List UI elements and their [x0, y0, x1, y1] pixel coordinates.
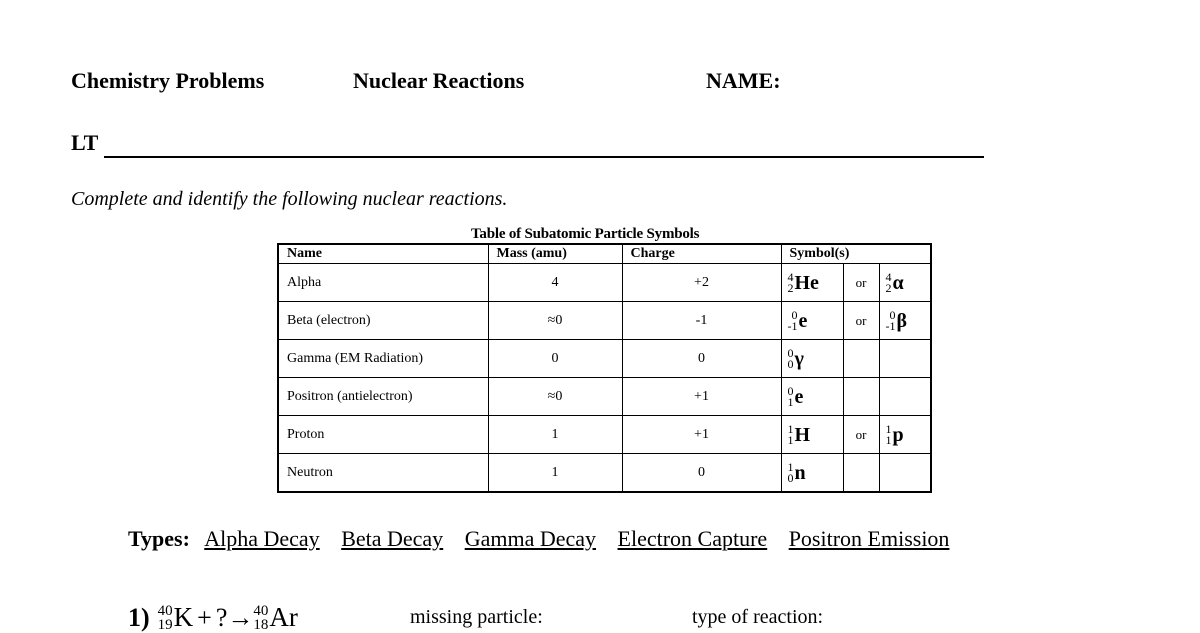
unknown-particle: ?: [215, 602, 228, 632]
particle-charge: 0: [622, 340, 781, 378]
particle-charge: +1: [622, 416, 781, 454]
instructions: Complete and identify the following nuclear reactions.: [71, 188, 508, 210]
empty-cell: [879, 454, 931, 493]
unit-title: Nuclear Reactions: [353, 68, 525, 93]
symbol-letter: β: [896, 309, 908, 332]
reaction-arrow: →: [227, 602, 254, 632]
reaction-type-label: type of reaction:: [692, 606, 824, 628]
particle-name: Neutron: [278, 454, 488, 493]
empty-cell: [879, 340, 931, 378]
name-label: NAME:: [706, 68, 781, 93]
type-beta-decay: Beta Decay: [341, 526, 444, 551]
particle-mass: ≈0: [488, 378, 622, 416]
particle-mass: 1: [488, 454, 622, 493]
table-header-row: [278, 244, 931, 264]
particle-charge: +2: [622, 264, 781, 302]
table-row: [278, 416, 931, 454]
or-cell: or: [843, 264, 879, 302]
symbol-mass-number: 1: [787, 422, 794, 437]
symbol-atomic-number: 1: [787, 395, 794, 410]
particle-mass: 1: [488, 416, 622, 454]
course-title: Chemistry Problems: [71, 68, 265, 93]
type-alpha-decay: Alpha Decay: [204, 526, 320, 551]
lt-blank-line[interactable]: [104, 156, 984, 158]
symbol-mass-number: 0: [787, 384, 794, 399]
column-header-symbols: Symbol(s): [781, 244, 931, 264]
symbol-mass-number: 1: [885, 422, 892, 437]
alt-symbol-cell: [879, 264, 931, 302]
particle-table: [277, 243, 932, 493]
symbol-mass-number: 0: [889, 308, 896, 323]
table-row: [278, 454, 931, 493]
empty-cell: [843, 340, 879, 378]
symbol-cell: [781, 454, 843, 493]
symbol-letter: e: [794, 385, 804, 408]
particle-name: Gamma (EM Radiation): [278, 340, 488, 378]
symbol-letter: γ: [794, 347, 804, 370]
particle-symbol: [788, 386, 804, 409]
empty-cell: [843, 378, 879, 416]
table-row: [278, 378, 931, 416]
symbol-letter: He: [794, 271, 819, 294]
particle-symbol: [886, 272, 904, 295]
alt-symbol-cell: [879, 416, 931, 454]
particle-symbol: [788, 310, 808, 333]
particle-mass: 4: [488, 264, 622, 302]
symbol-cell: [781, 264, 843, 302]
particle-charge: 0: [622, 454, 781, 493]
symbol-atomic-number: -1: [787, 319, 798, 334]
symbol-mass-number: 4: [885, 270, 892, 285]
symbol-letter: n: [794, 461, 806, 484]
types-label: Types:: [128, 526, 190, 551]
particle-symbol: [886, 424, 904, 447]
product-mass: 40: [253, 602, 269, 619]
question-number: 1): [128, 602, 150, 632]
symbol-atomic-number: 0: [787, 471, 794, 486]
particle-symbol: [788, 272, 819, 295]
product-atomic: 18: [253, 616, 269, 633]
reactant-nuclide: [158, 602, 194, 633]
particle-name: Positron (antielectron): [278, 378, 488, 416]
reactant-symbol: K: [173, 602, 194, 632]
symbol-atomic-number: 2: [885, 281, 892, 296]
or-cell: or: [843, 302, 879, 340]
column-header-charge: Charge: [622, 244, 781, 264]
column-header-name: Name: [278, 244, 488, 264]
particle-symbol: [788, 424, 811, 447]
particle-mass: 0: [488, 340, 622, 378]
symbol-cell: [781, 378, 843, 416]
symbol-letter: e: [798, 309, 808, 332]
empty-cell: [843, 454, 879, 493]
symbol-mass-number: 4: [787, 270, 794, 285]
particle-name: Proton: [278, 416, 488, 454]
alt-symbol-cell: [879, 302, 931, 340]
symbol-letter: H: [794, 423, 811, 446]
symbol-cell: [781, 340, 843, 378]
table-caption: Table of Subatomic Particle Symbols: [471, 226, 700, 242]
symbol-mass-number: 0: [791, 308, 798, 323]
question-1: [128, 602, 298, 633]
table-row: [278, 264, 931, 302]
missing-particle-label: missing particle:: [410, 606, 543, 628]
symbol-cell: [781, 302, 843, 340]
type-positron-emission: Positron Emission: [788, 526, 950, 551]
symbol-atomic-number: 1: [787, 433, 794, 448]
lt-label: LT: [71, 130, 99, 155]
particle-name: Alpha: [278, 264, 488, 302]
particle-symbol: [788, 462, 806, 485]
symbol-atomic-number: 1: [885, 433, 892, 448]
product-nuclide: [253, 602, 298, 633]
symbol-letter: α: [892, 271, 904, 294]
particle-charge: +1: [622, 378, 781, 416]
particle-symbol: [788, 348, 804, 371]
symbol-atomic-number: 2: [787, 281, 794, 296]
symbol-atomic-number: 0: [787, 357, 794, 372]
symbol-cell: [781, 416, 843, 454]
table-row: [278, 302, 931, 340]
plus-sign: +: [197, 602, 212, 632]
symbol-atomic-number: -1: [885, 319, 896, 334]
type-gamma-decay: Gamma Decay: [464, 526, 597, 551]
column-header-mass: Mass (amu): [488, 244, 622, 264]
type-electron-capture: Electron Capture: [617, 526, 768, 551]
reactant-atomic: 19: [157, 616, 173, 633]
product-symbol: Ar: [269, 602, 298, 632]
particle-charge: -1: [622, 302, 781, 340]
symbol-mass-number: 1: [787, 460, 794, 475]
particle-mass: ≈0: [488, 302, 622, 340]
table-row: [278, 340, 931, 378]
particle-name: Beta (electron): [278, 302, 488, 340]
reactant-mass: 40: [157, 602, 173, 619]
symbol-letter: p: [892, 423, 904, 446]
or-cell: or: [843, 416, 879, 454]
empty-cell: [879, 378, 931, 416]
reaction-types: [128, 526, 965, 552]
symbol-mass-number: 0: [787, 346, 794, 361]
particle-symbol: [886, 310, 908, 333]
